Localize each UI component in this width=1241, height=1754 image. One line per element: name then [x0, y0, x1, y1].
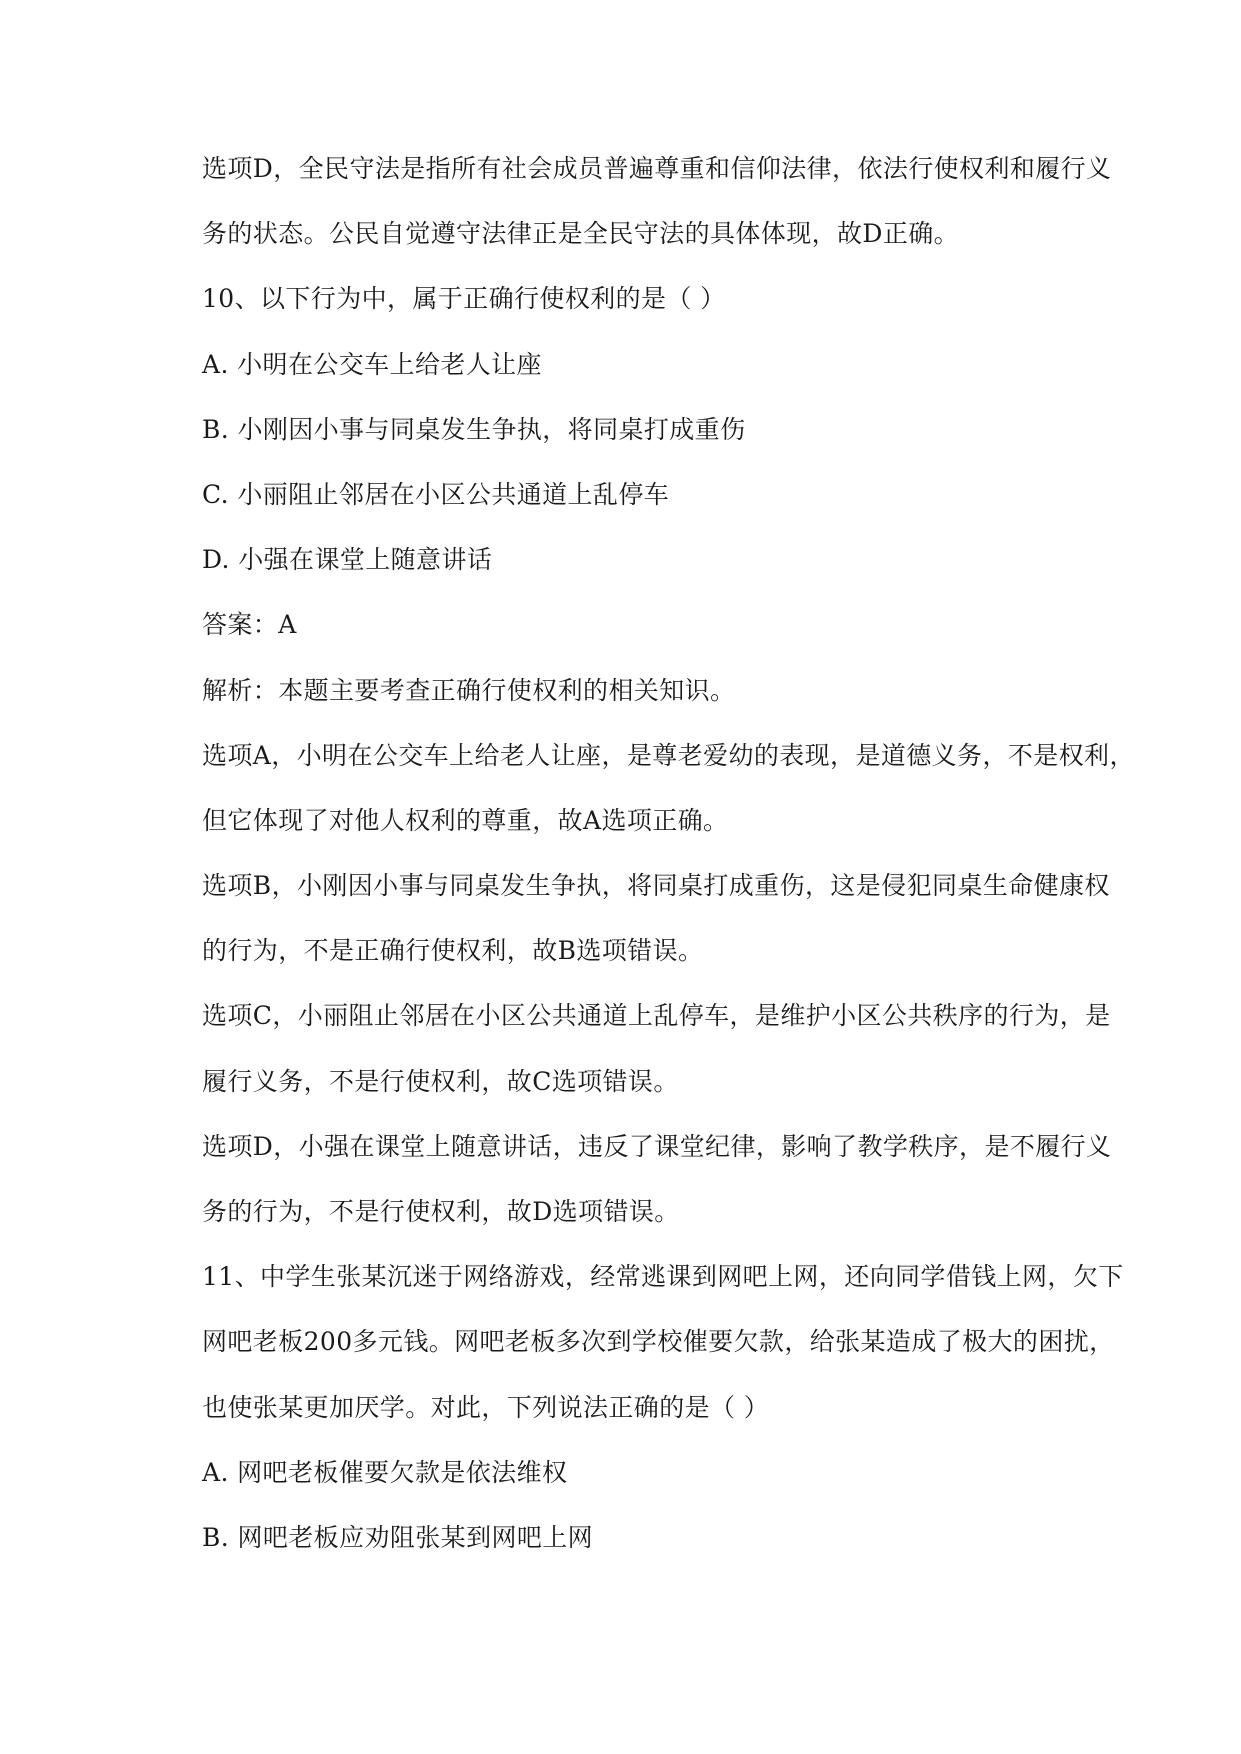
- paragraph-line: 的行为，不是正确行使权利，故B选项错误。: [202, 936, 704, 966]
- option-c: C. 小丽阻止邻居在小区公共通道上乱停车: [202, 479, 670, 509]
- paragraph-line: 务的行为，不是行使权利，故D选项错误。: [202, 1197, 680, 1226]
- question-stem: 11、中学生张某沉迷于网络游戏，经常逃课到网吧上网，还向同学借钱上网，欠下: [202, 1262, 1124, 1292]
- paragraph-line: 选项D，小强在课堂上随意讲话，违反了课堂纪律，影响了教学秩序，是不履行义: [202, 1131, 1112, 1161]
- option-a: A. 小明在公交车上给老人让座: [202, 349, 542, 379]
- paragraph-line: 务的状态。公民自觉遵守法律正是全民守法的具体体现，故D正确。: [202, 219, 960, 249]
- document-body: [202, 140, 1135, 1574]
- paragraph-line: 选项B，小刚因小事与同桌发生争执，将同桌打成重伤，这是侵犯同桌生命健康权: [202, 871, 1110, 901]
- question-stem: 网吧老板200多元钱。网吧老板多次到学校催要欠款，给张某造成了极大的困扰，: [202, 1327, 1115, 1357]
- paragraph-line: 履行义务，不是行使权利，故C选项错误。: [202, 1066, 679, 1096]
- paragraph-line: 但它体现了对他人权利的尊重，故A选项正确。: [202, 805, 729, 835]
- analysis: 解析：本题主要考查正确行使权利的相关知识。: [202, 675, 736, 705]
- question-stem: 10、以下行为中，属于正确行使权利的是（ ）: [202, 284, 726, 314]
- option-b: B. 网吧老板应劝阻张某到网吧上网: [202, 1522, 594, 1552]
- paragraph-line: 选项D，全民守法是指所有社会成员普遍尊重和信仰法律，依法行使权利和履行义: [202, 154, 1112, 183]
- paragraph-line: 选项C，小丽阻止邻居在小区公共通道上乱停车，是维护小区公共秩序的行为，是: [202, 1001, 1111, 1031]
- option-b: B. 小刚因小事与同桌发生争执，将同桌打成重伤: [202, 414, 746, 444]
- option-d: D. 小强在课堂上随意讲话: [202, 545, 493, 575]
- question-stem: 也使张某更加厌学。对此，下列说法正确的是（ ）: [202, 1392, 770, 1422]
- paragraph-line: 选项A，小明在公交车上给老人让座，是尊老爱幼的表现，是道德义务，不是权利，: [202, 740, 1135, 770]
- answer: 答案：A: [202, 610, 297, 640]
- option-a: A. 网吧老板催要欠款是依法维权: [202, 1457, 568, 1487]
